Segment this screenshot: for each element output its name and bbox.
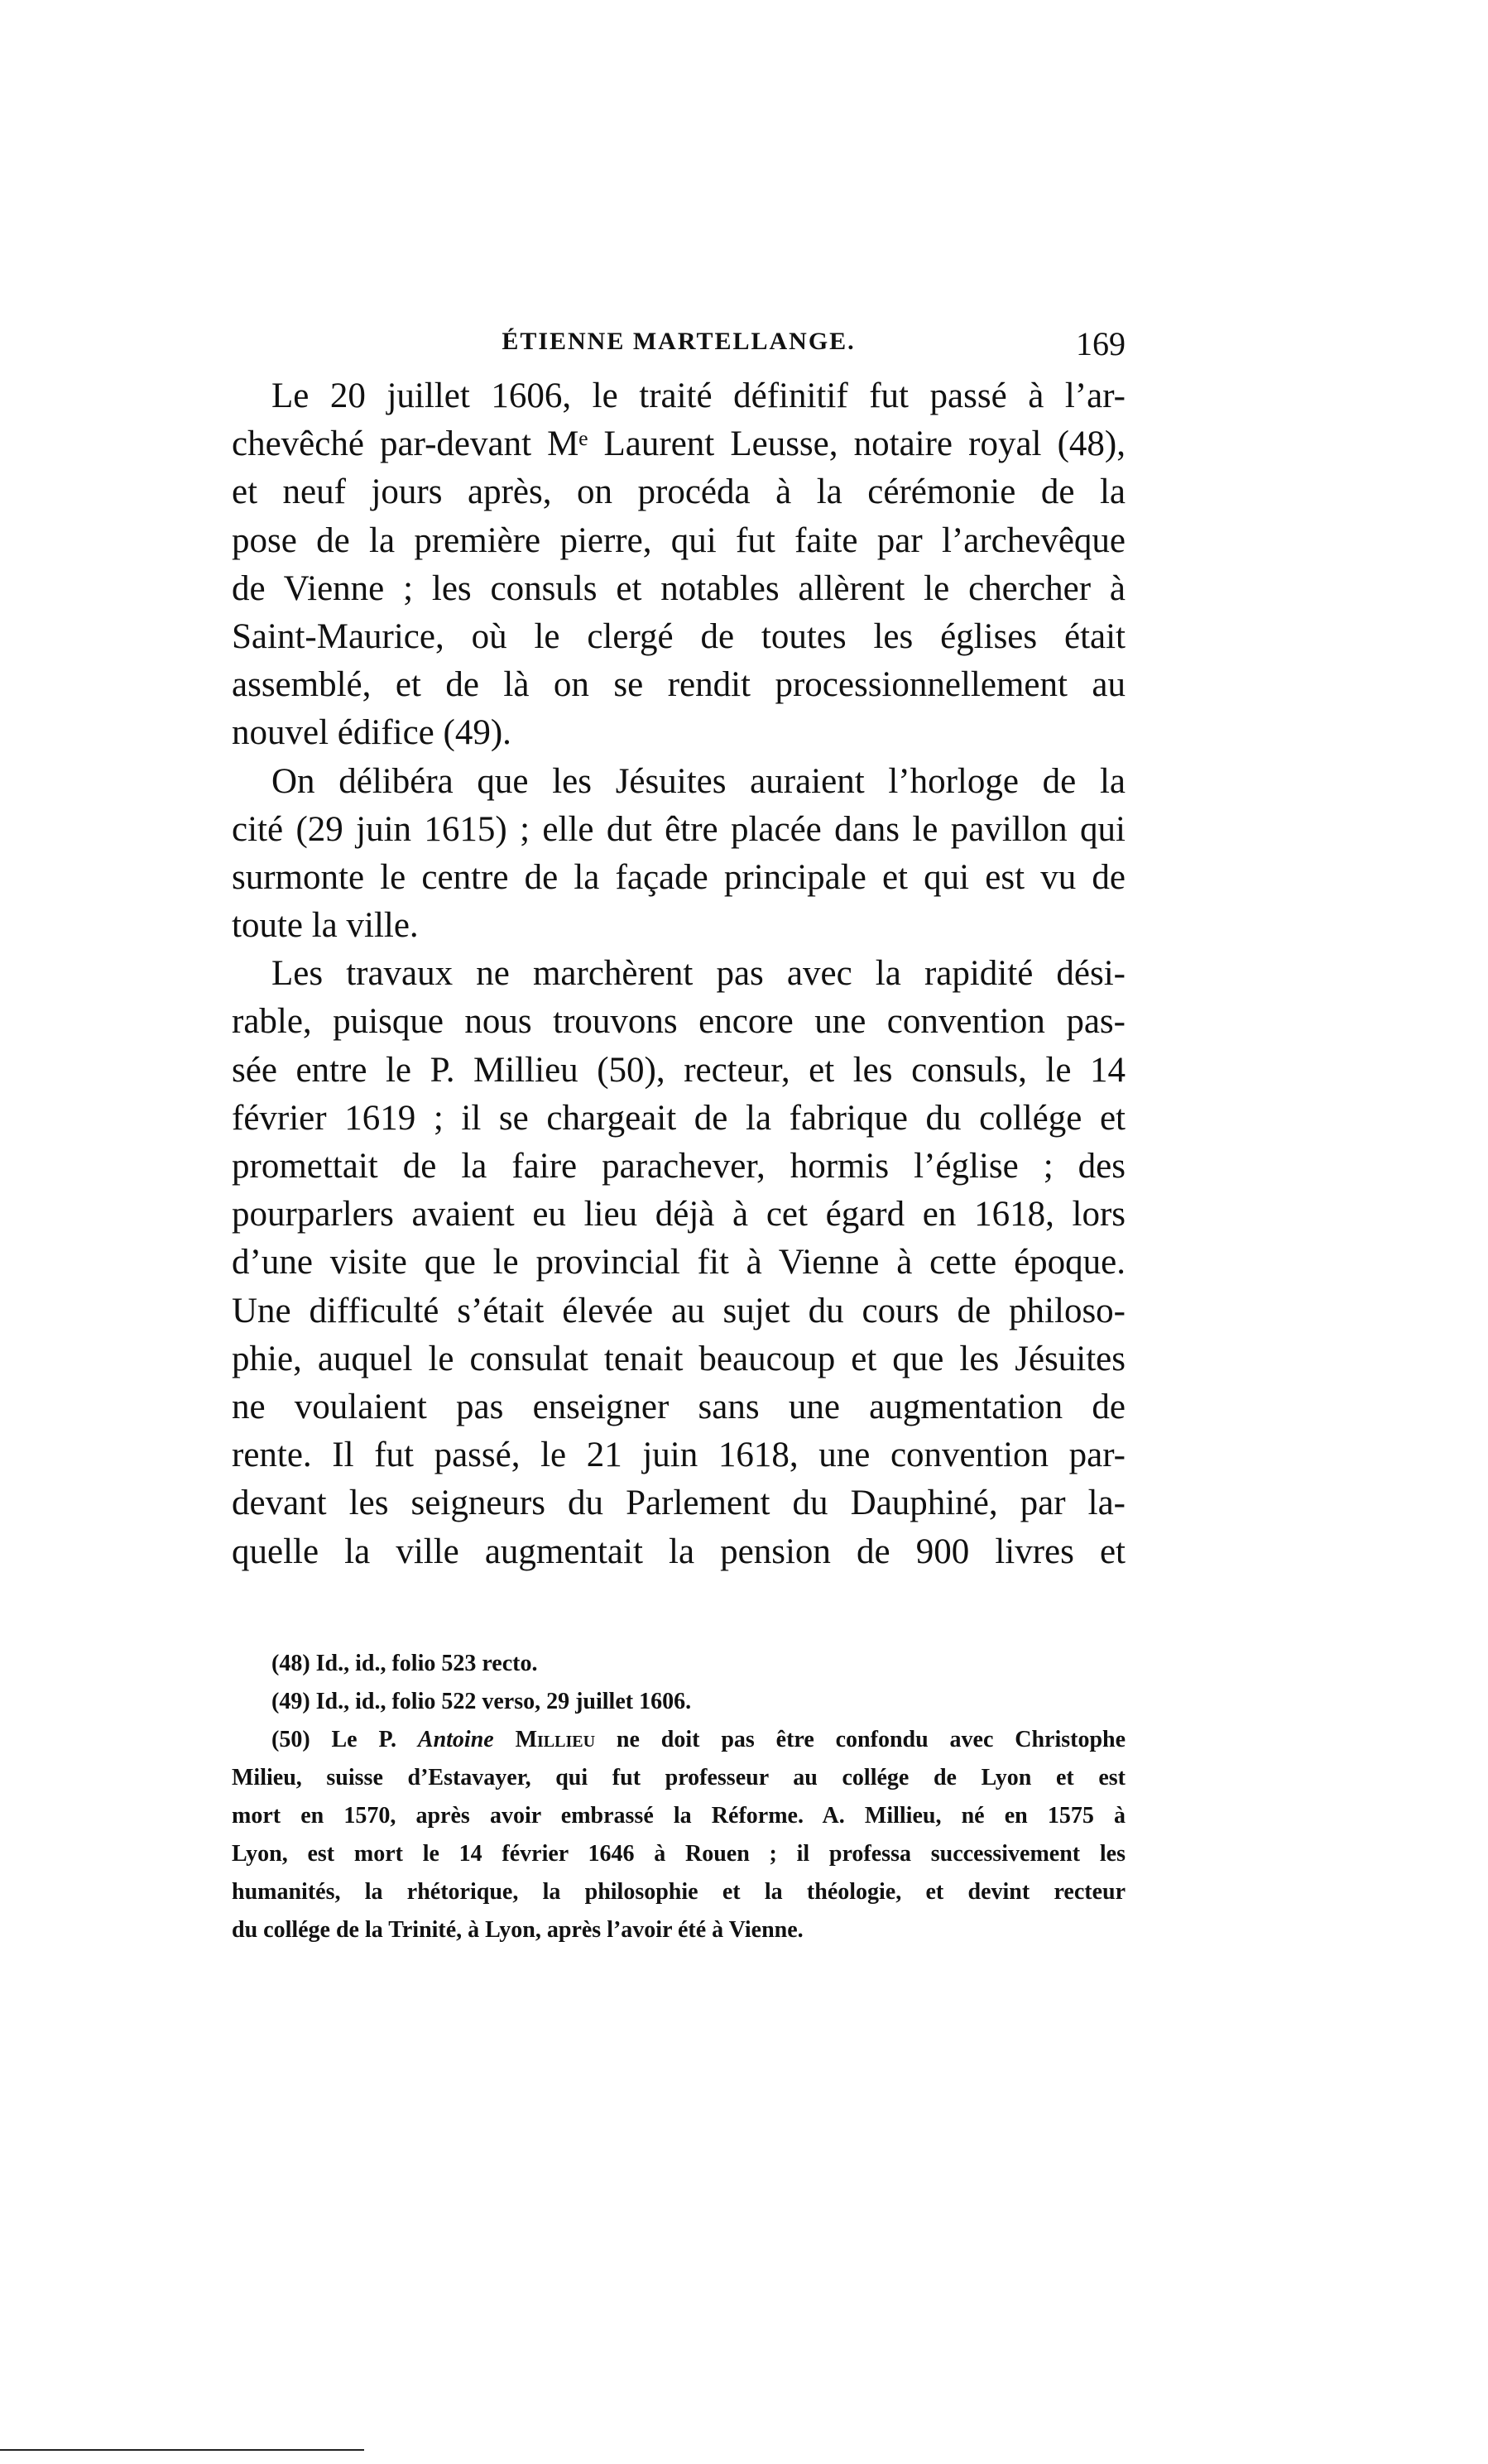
footnote-48: (48) Id., id., folio 523 recto.: [271, 1651, 538, 1676]
footnotes: [232, 1645, 1126, 1949]
footnote-50-surname: Millieu: [515, 1727, 596, 1752]
text-line: Les travaux ne marchèrent pas avec la rapidité dési-: [271, 954, 1126, 994]
footnote-50-line: mort en 1570, après avoir embrassé la Réforme. A. Millieu, né en 1575 à: [232, 1803, 1126, 1829]
main-text: [232, 372, 1126, 1576]
text-line: rable, puisque nous trouvons encore une convention pas-: [232, 1002, 1126, 1042]
footnote-49: (49) Id., id., folio 522 verso, 29 juillet 1606.: [271, 1689, 692, 1714]
footnote-50-rest: ne doit pas être confondu avec Christophe: [616, 1727, 1126, 1752]
text-line: et neuf jours après, on procéda à la cérémonie de la: [232, 472, 1126, 512]
text-line: nouvel édifice (49).: [232, 713, 511, 753]
text-line: Le 20 juillet 1606, le traité définitif fut passé à l’ar-: [271, 376, 1126, 415]
footnote-50-line: Lyon, est mort le 14 février 1646 à Rouen ; il professa successivement les: [232, 1841, 1126, 1867]
text-line: de Vienne ; les consuls et notables allèrent le chercher à: [232, 568, 1126, 608]
text-line: On délibéra que les Jésuites auraient l’horloge de la: [271, 761, 1126, 801]
running-title: ÉTIENNE MARTELLANGE.: [502, 328, 856, 355]
text-line: surmonte le centre de la façade principale et qui est vu de: [232, 857, 1126, 897]
text-line: Saint-Maurice, où le clergé de toutes les églises était: [232, 616, 1126, 656]
text-line: d’une visite que le provincial fit à Vienne à cette époque.: [232, 1243, 1126, 1282]
text-line: promettait de la faire parachever, hormis l’église ; des: [232, 1147, 1126, 1186]
footnote-50-line: du collége de la Trinité, à Lyon, après l’avoir été à Vienne.: [232, 1917, 804, 1943]
page-header: [232, 324, 1126, 366]
text-line: pose de la première pierre, qui fut faite par l’archevêque: [232, 520, 1126, 560]
text-line: cité (29 juin 1615) ; elle dut être placée dans le pavillon qui: [232, 809, 1126, 849]
text-line: pourparlers avaient eu lieu déjà à cet égard en 1618, lors: [232, 1195, 1126, 1234]
text-line: phie, auquel le consulat tenait beaucoup et que les Jésuites: [232, 1339, 1126, 1378]
text-line: Une difficulté s’était élevée au sujet du cours de philoso-: [232, 1291, 1126, 1330]
text-line: ne voulaient pas enseigner sans une augmentation de: [232, 1387, 1126, 1426]
text-line: toute la ville.: [232, 906, 419, 946]
bottom-scan-rule: [0, 2449, 364, 2451]
text-line: devant les seigneurs du Parlement du Dauphiné, par la-: [232, 1484, 1126, 1523]
footnote-50-firstname: Antoine: [417, 1727, 494, 1752]
text-line: quelle la ville augmentait la pension de 900 livres et: [232, 1532, 1126, 1571]
text-line: assemblé, et de là on se rendit processionnellement au: [232, 665, 1126, 705]
text-line: février 1619 ; il se chargeait de la fabrique du collége et: [232, 1098, 1126, 1138]
footnote-50-prefix: (50) Le P.: [271, 1727, 397, 1752]
text-line: rente. Il fut passé, le 21 juin 1618, une convention par-: [232, 1436, 1126, 1475]
footnote-50-line: Milieu, suisse d’Estavayer, qui fut professeur au collége de Lyon et est: [232, 1765, 1126, 1790]
footnote-50: [232, 1721, 1126, 1759]
page-number: 169: [1076, 325, 1126, 362]
text-line: sée entre le P. Millieu (50), recteur, et les consuls, le 14: [232, 1050, 1126, 1090]
text-line: chevêché par-devant Mᵉ Laurent Leusse, notaire royal (48),: [232, 424, 1126, 464]
footnote-50-line: humanités, la rhétorique, la philosophie et la théologie, et devint recteur: [232, 1879, 1126, 1905]
